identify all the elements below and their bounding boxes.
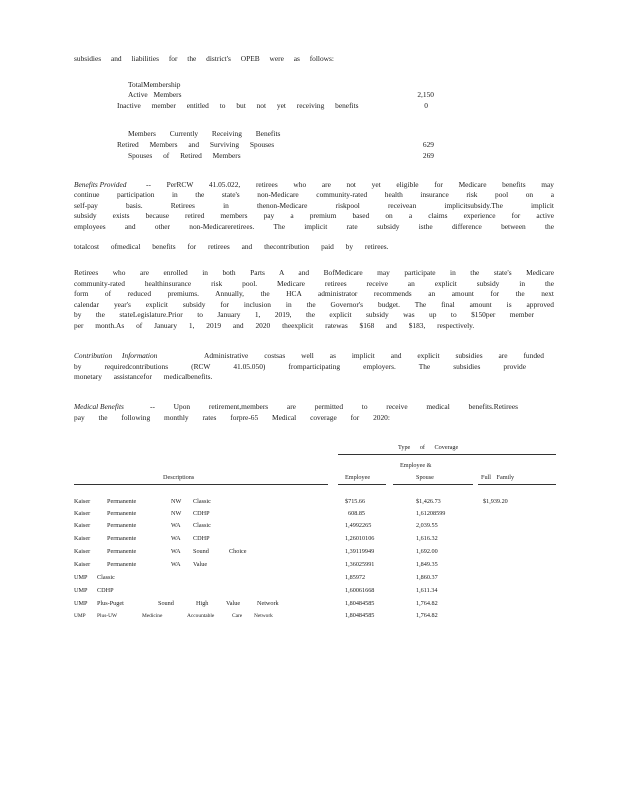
col-descriptions-header: Descriptions	[163, 474, 195, 481]
employee-rate: 1,60061668	[345, 587, 375, 594]
benefits-line-4: subsidy exists because retired members pay a premium based on a claims experience for active	[74, 211, 554, 220]
contribution-heading: Contribution Information	[74, 351, 158, 360]
employee-rate: 1,39119949	[345, 548, 375, 555]
spouse-rate: 1,611.34	[416, 587, 438, 594]
benefits-line-2: continue participation in the state's non-Medicare community-rated health insurance risk pool on a	[74, 190, 554, 199]
spouse-rule	[393, 484, 473, 485]
spouses-label: Spouses of Retired Members	[128, 151, 241, 160]
employee-rate: 1,80484585	[345, 600, 375, 607]
spouse-rate: 1,616.32	[416, 535, 438, 542]
employee-rate: 1,85972	[345, 574, 366, 581]
row-cell: CDHP	[97, 587, 114, 594]
family-rate: $1,939.20	[483, 498, 508, 505]
medical-line-2: pay the following monthly rates forpre-65 Medical coverage for 2020:	[74, 413, 390, 422]
benefits-line-5: employees and other non-Medicareretirees. The implicit rate subsidy isthe difference between the	[74, 222, 554, 231]
para2-line-5: by the stateLegislature.Prior to January 1, 2019, the explicit subsidy was up to $150per member	[74, 310, 534, 319]
benefits-line-6: totalcost ofmedical benefits for retirees and thecontribution paid by retirees.	[74, 242, 389, 251]
row-cell: CDHP	[193, 510, 210, 517]
row-cell: Kaiser	[74, 510, 91, 517]
contribution-line-2: by requiredcontributions (RCW 41.05.050) fromparticipating employers. The subsidies provide	[74, 362, 526, 371]
employee-rate: 1,26010106	[345, 535, 375, 542]
spouse-rate: 1,860.37	[416, 574, 438, 581]
row-cell: Value	[193, 561, 208, 568]
row-cell: Permanente	[107, 498, 137, 505]
spouse-rate: 1,61208599	[416, 510, 446, 517]
descriptions-rule	[74, 484, 328, 485]
type-of-coverage-header: Type of Coverage	[398, 444, 459, 451]
row-cell: WA	[171, 522, 181, 529]
col-family-header: Full Family	[481, 474, 515, 481]
row-cell: Choice	[229, 548, 247, 555]
row-cell: UMP	[74, 574, 88, 581]
retired-members-label: Retired Members and Surviving Spouses	[117, 140, 275, 149]
row-cell: Sound	[158, 600, 174, 607]
row-cell: Classic	[193, 522, 211, 529]
spouse-rate: 2,039.55	[416, 522, 438, 529]
benefits-line-1: -- PerRCW 41.05.022, retirees who are not yet eligible for Medicare benefits may	[146, 180, 554, 189]
row-cell: Permanente	[107, 535, 137, 542]
row-cell: Network	[254, 613, 273, 619]
spouse-rate: 1,764.82	[416, 600, 438, 607]
row-cell: WA	[171, 561, 181, 568]
row-cell: WA	[171, 535, 181, 542]
row-cell: High	[196, 600, 209, 607]
medical-heading: Medical Benefits	[74, 402, 124, 411]
contribution-line-1: Administrative costsas well as implicit and explicit subsidies are funded	[204, 351, 544, 360]
row-cell: Permanente	[107, 548, 137, 555]
inactive-members-value: 0	[424, 101, 428, 110]
para2-line-2: community-rated healthinsurance risk pool. Medicare retirees receive an explicit subsidy in the	[74, 279, 554, 288]
row-cell: UMP	[74, 587, 88, 594]
benefits-header: Members Currently Receiving Benefits	[128, 129, 281, 138]
row-cell: Kaiser	[74, 535, 91, 542]
retired-members-value: 629	[422, 140, 434, 149]
row-cell: UMP	[74, 613, 86, 619]
row-cell: Medicine	[142, 613, 163, 619]
row-cell: Classic	[97, 574, 115, 581]
intro-text: subsidies and liabilities for the district's OPEB were as follows:	[74, 54, 334, 63]
employee-rate: 1,4992265	[345, 522, 372, 529]
row-cell: Accountable	[187, 613, 215, 619]
row-cell: Permanente	[107, 561, 137, 568]
employee-rate: 608.85	[348, 510, 366, 517]
employee-rule	[338, 484, 386, 485]
active-members-value: 2,150	[417, 90, 434, 99]
row-cell: Plus-Puget	[97, 600, 124, 607]
row-cell: Network	[257, 600, 279, 607]
para2-line-6: per month.As of January 1, 2019 and 2020 theexplicit ratewas $168 and $183, respectively.	[74, 321, 475, 330]
spouse-rate: 1,849.35	[416, 561, 438, 568]
row-cell: Sound	[193, 548, 209, 555]
spouse-rate: $1,426.73	[416, 498, 441, 505]
row-cell: CDHP	[193, 535, 210, 542]
inactive-members-label: Inactive member entitled to but not yet receiving benefits	[117, 101, 359, 110]
coverage-header-rule	[338, 454, 556, 455]
row-cell: NW	[171, 510, 182, 517]
col-spouse-header: Spouse	[416, 474, 434, 481]
spouse-rate: 1,764.82	[416, 612, 438, 619]
row-cell: Value	[226, 600, 241, 607]
para2-line-4: calendar year's explicit subsidy for inclusion in the Governor's budget. The final amount is approved	[74, 300, 554, 309]
row-cell: Permanente	[107, 510, 137, 517]
row-cell: Kaiser	[74, 522, 91, 529]
benefits-provided-heading: Benefits Provided	[74, 180, 127, 189]
para2-line-3: form of reduced premiums. Annually, the HCA administrator recommends an amount for the next	[74, 289, 554, 298]
employee-rate: $715.66	[345, 498, 366, 505]
row-cell: Plus-UW	[97, 613, 118, 619]
row-cell: UMP	[74, 600, 88, 607]
active-members-label: Active Members	[128, 90, 182, 99]
total-membership-label: TotalMembership	[128, 80, 181, 89]
para2-line-1: Retirees who are enrolled in both Parts A and BofMedicare may participate in the state's Medicare	[74, 268, 554, 277]
row-cell: NW	[171, 498, 182, 505]
spouses-value: 269	[422, 151, 434, 160]
col-employee-header: Employee	[345, 474, 371, 481]
employee-spouse-header: Employee &	[400, 462, 432, 469]
row-cell: Kaiser	[74, 498, 91, 505]
benefits-line-3: self-pay basis. Retirees in thenon-Medicare riskpool receivean implicitsubsidy.The implicit	[74, 201, 554, 210]
employee-rate: 1,80484585	[345, 612, 375, 619]
row-cell: Care	[232, 613, 243, 619]
row-cell: Kaiser	[74, 548, 91, 555]
family-rule	[478, 484, 556, 485]
contribution-line-3: monetary assistancefor medicalbenefits.	[74, 372, 213, 381]
row-cell: Classic	[193, 498, 211, 505]
row-cell: Permanente	[107, 522, 137, 529]
row-cell: Kaiser	[74, 561, 91, 568]
row-cell: WA	[171, 548, 181, 555]
medical-line-1: -- Upon retirement,members are permitted to receive medical benefits.Retirees	[150, 402, 518, 411]
spouse-rate: 1,692.00	[416, 548, 438, 555]
employee-rate: 1,36025991	[345, 561, 375, 568]
